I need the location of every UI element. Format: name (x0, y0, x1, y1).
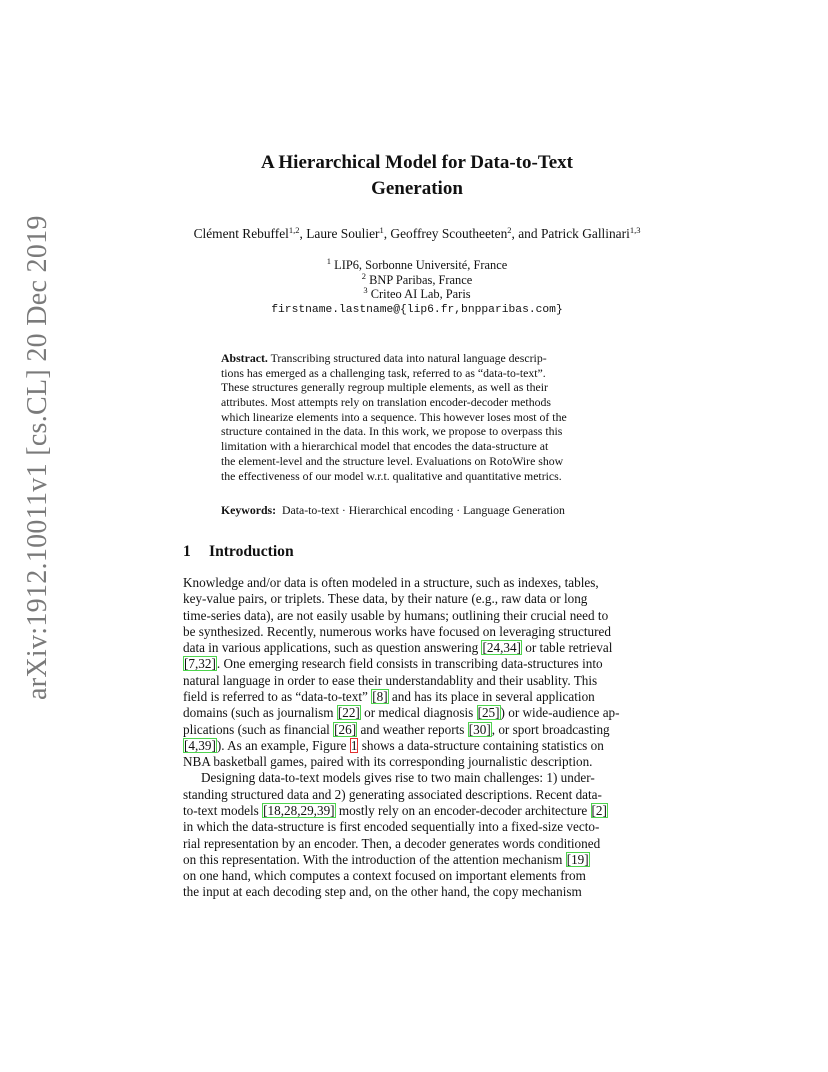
abstract-line: which linearize elements into a sequence. This however loses most of the (221, 409, 567, 424)
citation-link[interactable]: [2] (591, 802, 607, 818)
body-line (183, 575, 653, 591)
body-text-segment: Designing data-to-text models gives rise to two main challenges: 1) under- (201, 770, 595, 786)
body-text-segment: ). As an example, Figure (216, 737, 350, 753)
author-name: Patrick Gallinari (540, 226, 630, 241)
abstract-text: Transcribing structured data into natural language descrip- (267, 351, 547, 365)
body-text-segment: NBA basketball games, paired with its corresponding journalistic description. (183, 754, 593, 770)
section-number: 1 (183, 543, 191, 560)
abstract-line: the element-level and the structure level. Evaluations on RotoWire show (221, 453, 564, 468)
citation-link[interactable]: [24,34] (482, 640, 521, 656)
body-text-segment: key-value pairs, or triplets. These data, by their nature (e.g., raw data or long (183, 591, 588, 607)
body-text-segment: mostly rely on an encoder-decoder architecture (335, 802, 591, 818)
body-text-segment: or table retrieval (521, 640, 613, 656)
body-text-segment: ) or wide-audience ap- (500, 705, 620, 721)
body-text-segment: natural language in order to ease their understandablity and their usablity. This (183, 672, 598, 688)
abstract-line: limitation with a hierarchical model that encodes the data-structure at (221, 439, 549, 454)
body-line (183, 852, 653, 868)
title-line: Generation (371, 178, 463, 199)
paper-title (182, 150, 652, 202)
body-line (183, 722, 653, 738)
body-line (183, 608, 653, 624)
author-affiliation-mark: 2 (507, 225, 512, 235)
body-line (183, 640, 653, 656)
body-line (183, 819, 653, 835)
body-line (183, 787, 653, 803)
arxiv-identifier: arXiv:1912.10011v1 [cs.CL] 20 Dec 2019 (22, 215, 53, 700)
body-text-segment: domains (such as journalism (183, 705, 337, 721)
affiliation (182, 287, 652, 302)
body-text-segment: on this representation. With the introduction of the attention mechanism (183, 851, 566, 867)
body-text-segment: to-text models (183, 802, 263, 818)
author-separator: , (299, 226, 307, 241)
author-name: Geoffrey Scoutheeten (390, 226, 508, 241)
citation-link[interactable]: [18,28,29,39] (263, 802, 335, 818)
body-line (183, 689, 653, 705)
body-text-segment: Knowledge and/or data is often modeled in a structure, such as indexes, tables, (183, 575, 599, 590)
body-line (183, 591, 653, 607)
body-line (183, 656, 653, 672)
citation-link[interactable]: [7,32] (184, 656, 216, 672)
abstract-line: These structures generally regroup multiple elements, as well as their (221, 380, 548, 395)
body-text-segment: or medical diagnosis (360, 705, 477, 721)
section-heading (183, 543, 294, 561)
title-line: A Hierarchical Model for Data-to-Text (260, 152, 574, 173)
body-line (183, 884, 653, 900)
citation-link[interactable]: [22] (337, 705, 360, 721)
abstract-line: the effectiveness of our model w.r.t. qualitative and quantitative metrics. (221, 468, 562, 483)
author-affiliation-mark: 1,2 (288, 225, 300, 235)
body-text (183, 575, 653, 901)
body-line (183, 803, 653, 819)
author-list (150, 226, 684, 242)
body-text-segment: plications (such as financial (183, 721, 334, 737)
body-text-segment: in which the data-structure is first encoded sequentially into a fixed-size vecto- (183, 819, 600, 835)
body-line (183, 624, 653, 640)
body-line (183, 673, 653, 689)
author-affiliation-mark: 1,3 (629, 225, 641, 235)
affiliation-text: Criteo AI Lab, Paris (370, 287, 471, 302)
keywords-text: Data-to-text · Hierarchical encoding · Language Generation (281, 503, 565, 517)
citation-link[interactable]: [19] (566, 851, 589, 867)
body-line (183, 705, 653, 721)
author-name: Clément Rebuffel (193, 226, 289, 241)
abstract-line: structure contained in the data. In this work, we propose to overpass this (221, 424, 563, 439)
affiliation-list (182, 258, 652, 302)
author-name: Laure Soulier (306, 226, 380, 241)
body-line (183, 770, 653, 786)
section-title: Introduction (209, 543, 294, 560)
abstract (221, 351, 613, 483)
author-affiliation-mark: 1 (379, 225, 384, 235)
affiliation-mark: 3 (363, 285, 368, 296)
body-text-segment: be synthesized. Recently, numerous works have focused on leveraging structured (183, 623, 611, 639)
body-line (183, 836, 653, 852)
body-text-segment: rial representation by an encoder. Then, a decoder generates words conditioned (183, 835, 601, 851)
body-text-segment: field is referred to as “data-to-text” (183, 688, 372, 704)
body-line (183, 754, 653, 770)
body-text-segment: and weather reports (357, 721, 468, 737)
abstract-label: Abstract. (221, 351, 268, 365)
affiliation (182, 270, 652, 288)
body-text-segment: time-series data), are not easily usable by humans; outlining their crucial need to (183, 607, 609, 623)
citation-link[interactable]: [4,39] (184, 737, 216, 753)
keywords-label: Keywords: (221, 503, 277, 517)
affiliation-text: BNP Paribas, France (369, 272, 473, 287)
author-separator: , (383, 226, 391, 241)
body-text-segment: and has its place in several application (388, 688, 595, 704)
affiliation (182, 258, 652, 273)
body-text-segment: , or sport broadcasting (491, 721, 610, 737)
body-text-segment: the input at each decoding step and, on the other hand, the copy mechanism (183, 884, 582, 900)
citation-link[interactable]: [26] (334, 721, 357, 737)
abstract-line: tions has emerged as a challenging task, referred to as “data-to-text”. (221, 365, 546, 380)
figure-reference-link[interactable]: 1 (350, 737, 358, 753)
body-text-segment: . One emerging research field consists in transcribing data-structures into (216, 656, 603, 672)
citation-link[interactable]: [25] (477, 705, 500, 721)
affiliation-text: LIP6, Sorbonne Université, France (334, 258, 508, 272)
body-text-segment: on one hand, which computes a context focused on important elements from (183, 868, 586, 884)
body-text-segment: standing structured data and 2) generating associated descriptions. Recent data- (183, 786, 602, 802)
body-line (183, 738, 653, 754)
author-email: firstname.lastname@{lip6.fr,bnpparibas.com} (271, 304, 563, 316)
citation-link[interactable]: [30] (468, 721, 491, 737)
citation-link[interactable]: [8] (372, 688, 388, 704)
keywords (221, 503, 621, 518)
affiliation-mark: 2 (361, 270, 366, 281)
affiliation-mark: 1 (326, 256, 332, 266)
abstract-line: attributes. Most attempts rely on translation encoder-decoder methods (221, 395, 551, 410)
author-separator: , and (511, 226, 541, 241)
body-line (183, 868, 653, 884)
body-text-segment: data in various applications, such as question answering (183, 640, 482, 656)
body-text-segment: shows a data-structure containing statistics on (358, 737, 604, 753)
abstract-line (221, 351, 613, 366)
